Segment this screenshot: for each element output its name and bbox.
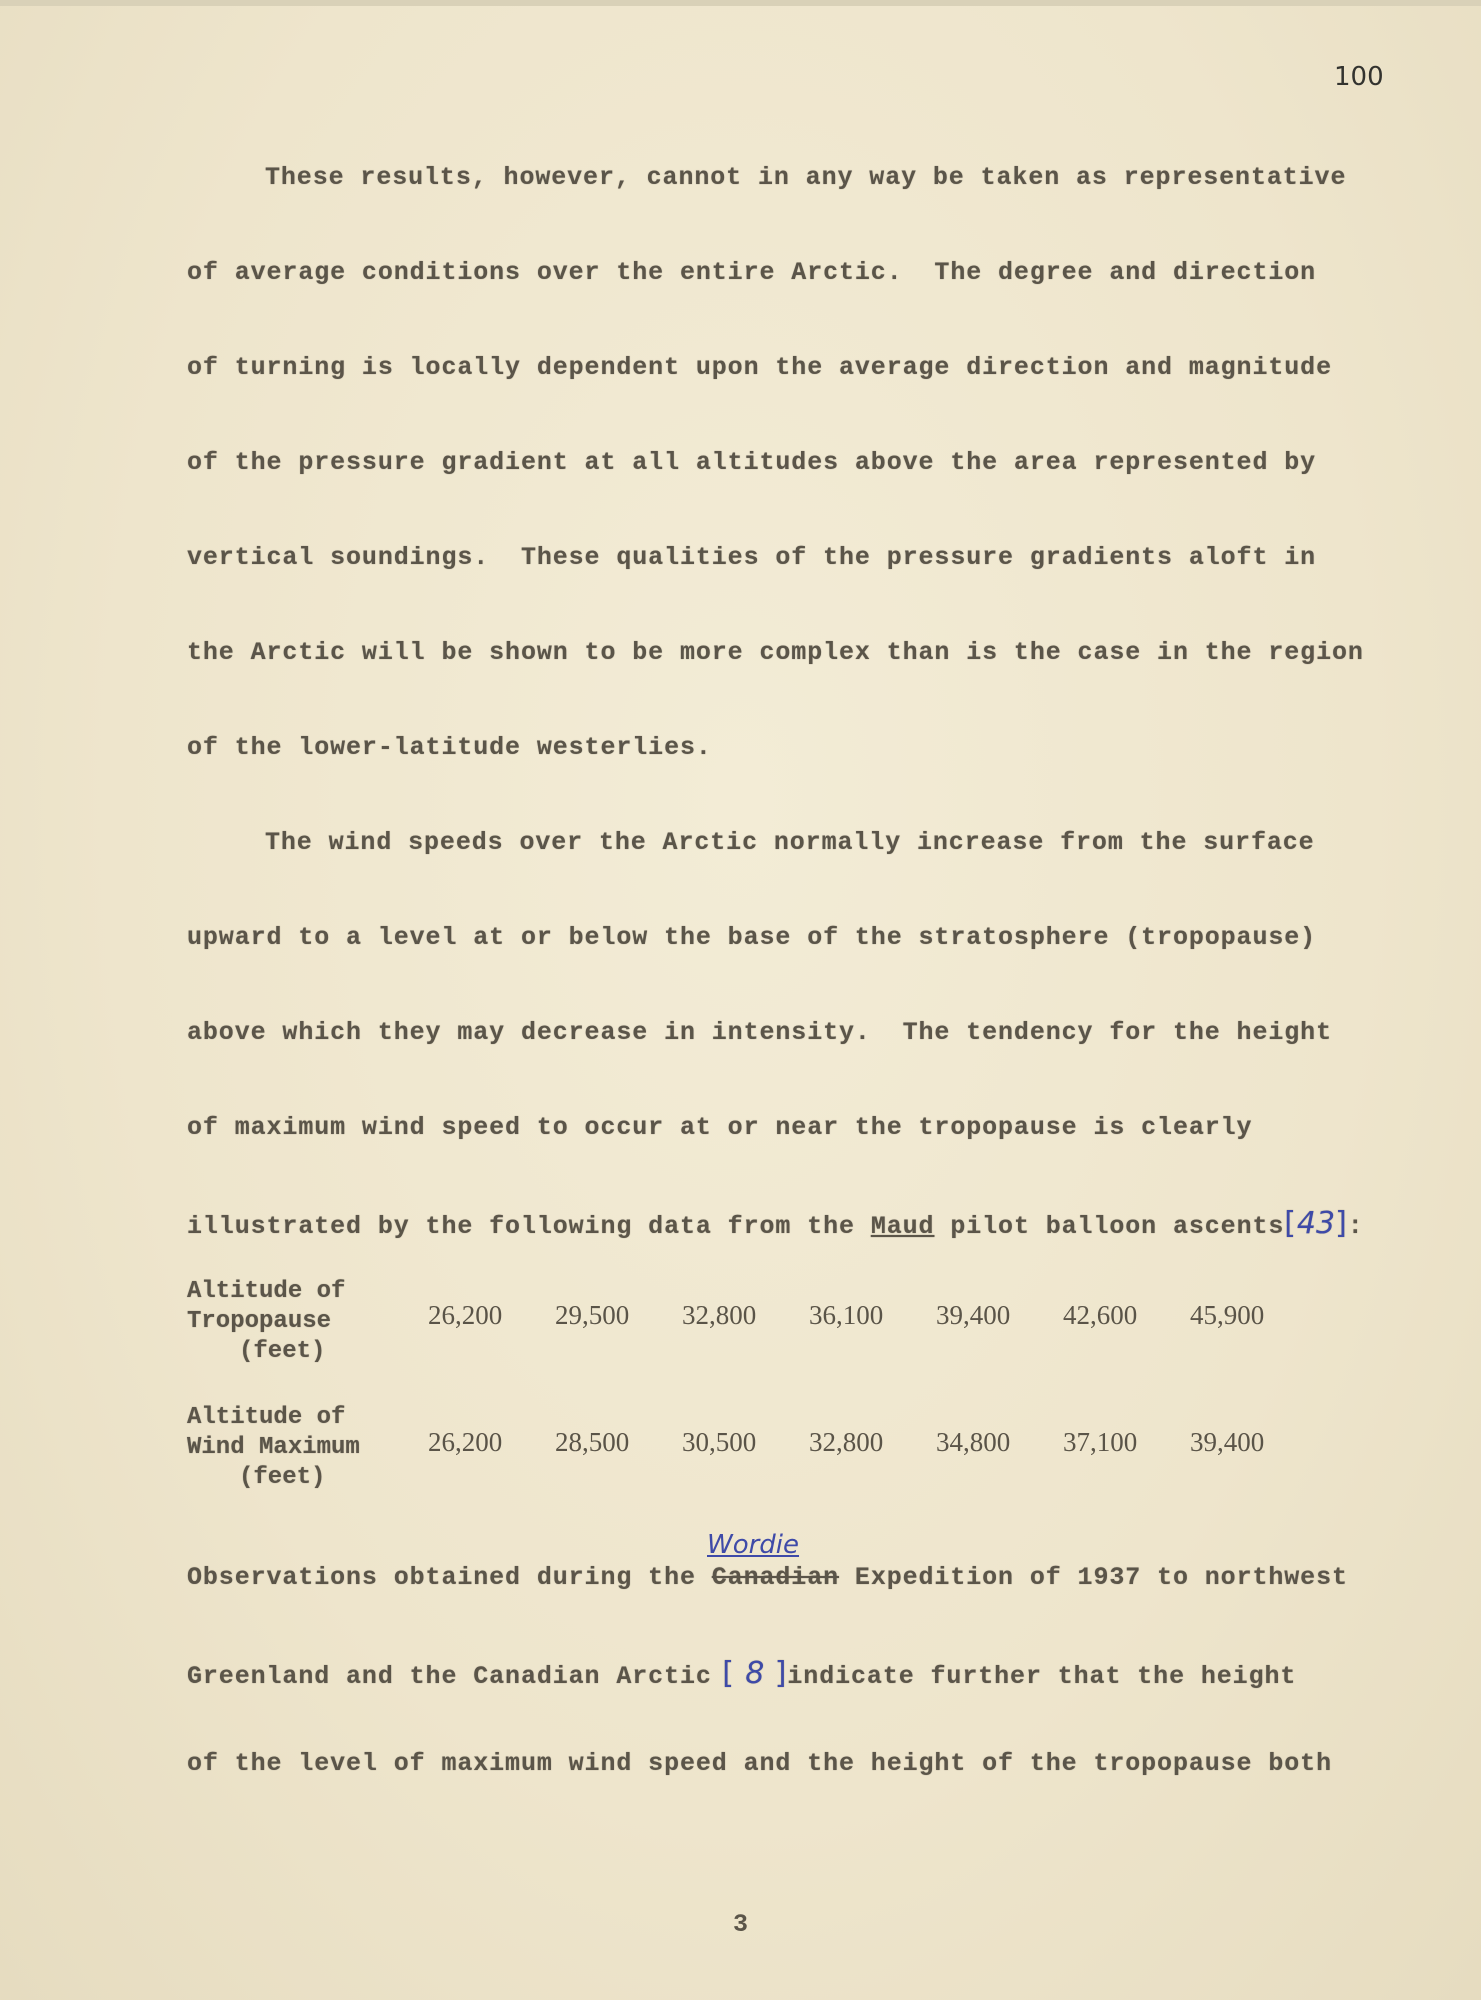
text-line: the Arctic will be shown to be more complex than is the case in the region: [187, 638, 1364, 667]
label-line: Tropopause: [187, 1308, 332, 1335]
text-fragment: :: [1347, 1212, 1364, 1241]
text-line: of maximum wind speed to occur at or near the tropopause is clearly: [187, 1113, 1253, 1142]
table-cell: 34,800: [936, 1427, 1011, 1457]
table-cell: 28,500: [555, 1427, 630, 1457]
text-fragment: Greenland and the Canadian Arctic: [187, 1662, 712, 1691]
text-line-with-citation: [187, 1206, 1367, 1241]
text-fragment: pilot balloon ascents: [934, 1212, 1285, 1241]
text-line: of turning is locally dependent upon the average direction and magnitude: [187, 353, 1332, 382]
text-fragment: indicate further that the height: [787, 1662, 1297, 1691]
label-line: (feet): [239, 1338, 326, 1365]
label-line: (feet): [239, 1464, 326, 1491]
citation-bracket-close: ]: [1335, 1206, 1348, 1241]
table-cell: 42,600: [1063, 1300, 1138, 1330]
text-line: of average conditions over the entire Arctic. The degree and direction: [187, 258, 1317, 287]
table-cell: 39,400: [1190, 1427, 1265, 1457]
text-line: of the lower-latitude westerlies.: [187, 733, 712, 762]
footer-page-number: 3: [732, 1910, 748, 1939]
table-cell: 39,400: [936, 1300, 1011, 1330]
table-cell: 32,800: [809, 1427, 884, 1457]
page-top-edge: [0, 0, 1481, 6]
label-line: Altitude of: [187, 1278, 346, 1305]
text-fragment: illustrated by the following data from the: [187, 1212, 871, 1241]
text-line: These results, however, cannot in any way be taken as representative: [265, 163, 1347, 192]
table-row-label-wind-maximum: [187, 1403, 360, 1493]
table-cell: 29,500: [555, 1300, 630, 1330]
text-line: above which they may decrease in intensity. The tendency for the height: [187, 1018, 1332, 1047]
handwritten-citation: 43: [1296, 1206, 1336, 1241]
table-cell: 32,800: [682, 1300, 757, 1330]
citation-bracket-close: ]: [764, 1656, 788, 1691]
table-cell: 45,900: [1190, 1300, 1265, 1330]
text-line: of the level of maximum wind speed and the height of the tropopause both: [187, 1749, 1332, 1778]
table-cell: 37,100: [1063, 1427, 1138, 1457]
table-cell: 30,500: [682, 1427, 757, 1457]
label-line: Wind Maximum: [187, 1434, 360, 1461]
handwritten-page-number: 100: [1334, 62, 1384, 92]
text-line: The wind speeds over the Arctic normally increase from the surface: [265, 828, 1315, 857]
table-cell: 36,100: [809, 1300, 884, 1330]
citation-bracket-open: [: [711, 1656, 746, 1691]
text-line: upward to a level at or below the base of the stratosphere (tropopause): [187, 923, 1317, 952]
table-cell: 26,200: [428, 1300, 503, 1330]
table-cell: 26,200: [428, 1427, 503, 1457]
label-line: Altitude of: [187, 1404, 346, 1431]
citation-bracket-open: [: [1284, 1206, 1297, 1241]
struck-word: Canadian: [711, 1563, 840, 1592]
text-fragment: Observations obtained during the: [187, 1563, 712, 1592]
table-row-tropopause-values: [428, 1300, 1317, 1333]
text-line: of the pressure gradient at all altitudes above the area represented by: [187, 448, 1317, 477]
handwritten-insert-wordie: Wordie: [707, 1530, 800, 1560]
text-line: vertical soundings. These qualities of the pressure gradients aloft in: [187, 543, 1317, 572]
text-line-with-citation: [187, 1656, 1367, 1691]
table-row-wind-maximum-values: [428, 1427, 1317, 1460]
handwritten-citation: 8: [745, 1656, 765, 1691]
text-line-with-correction: [187, 1563, 1367, 1592]
table-row-label-tropopause: [187, 1277, 345, 1367]
text-fragment: Expedition of 1937 to northwest: [839, 1563, 1348, 1592]
ship-name-underlined: Maud: [870, 1212, 935, 1241]
